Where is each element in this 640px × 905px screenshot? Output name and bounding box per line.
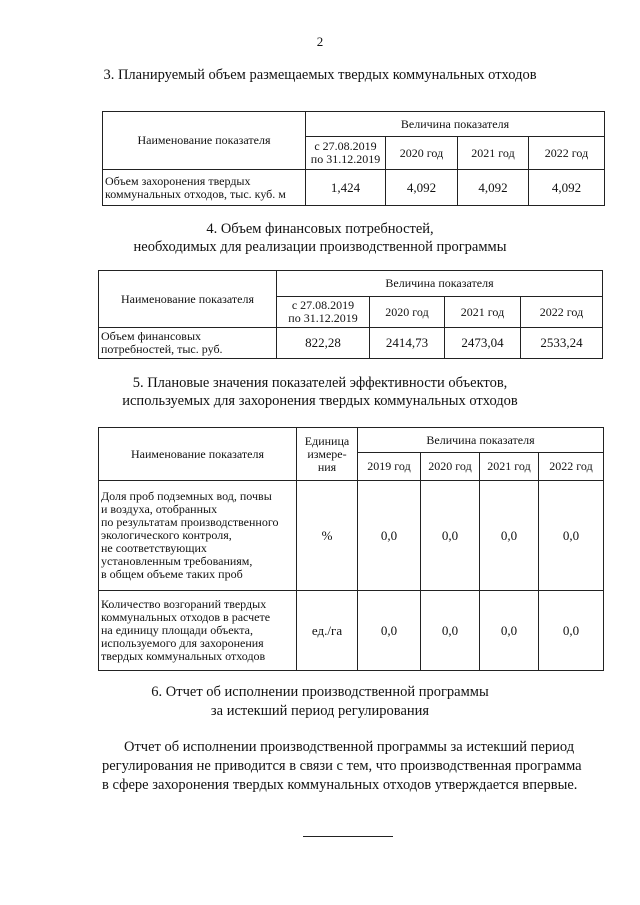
header-name-cell: Наименование показателя bbox=[103, 112, 306, 170]
row-label-line: не соответствующих bbox=[101, 541, 207, 555]
header-value-cell: Величина показателя bbox=[358, 428, 604, 453]
row-label-line: потребностей, тыс. руб. bbox=[101, 342, 223, 356]
value-cell: 4,092 bbox=[386, 170, 458, 206]
header-year-cell: 2021 год bbox=[458, 137, 529, 170]
value-cell: 0,0 bbox=[539, 591, 604, 671]
section-5-title-line-1: 5. Плановые значения показателей эффективности объектов, bbox=[132, 375, 508, 391]
paragraph-line: регулирования не приводится в связи с тем, что производственная программа bbox=[102, 758, 582, 774]
value-cell: 822,28 bbox=[277, 328, 370, 359]
value-cell: 0,0 bbox=[480, 481, 539, 591]
row-label-line: коммунальных отходов, тыс. куб. м bbox=[105, 186, 286, 201]
closing-rule bbox=[303, 836, 393, 837]
row-label-cell bbox=[99, 481, 297, 591]
value-cell: 0,0 bbox=[358, 591, 421, 671]
section-3-title: 3. Планируемый объем размещаемых твердых коммунальных отходов bbox=[103, 67, 537, 83]
section-6-title-line-1: 6. Отчет об исполнении производственной программы bbox=[151, 684, 489, 700]
unit-line: Единица bbox=[304, 433, 350, 448]
header-name-cell: Наименование показателя bbox=[99, 271, 277, 328]
value-cell: 0,0 bbox=[421, 591, 480, 671]
paragraph-line: Отчет об исполнении производственной программы за истекший период bbox=[124, 739, 575, 755]
row-label-line: в общем объеме таких проб bbox=[101, 567, 243, 581]
period-line: по 31.12.2019 bbox=[310, 152, 381, 166]
page-number: 2 bbox=[316, 34, 324, 49]
value-cell: 0,0 bbox=[539, 481, 604, 591]
period-line: с 27.08.2019 bbox=[314, 139, 377, 153]
section-3-table bbox=[102, 111, 605, 206]
unit-line: ния bbox=[317, 459, 337, 474]
value-cell: 2533,24 bbox=[521, 328, 603, 359]
header-year-cell: 2022 год bbox=[539, 453, 604, 481]
row-label-line: твердых коммунальных отходов bbox=[101, 649, 266, 663]
header-year-cell: 2021 год bbox=[445, 297, 521, 328]
value-cell: 1,424 bbox=[306, 170, 386, 206]
period-line: по 31.12.2019 bbox=[288, 311, 358, 325]
unit-line: измере- bbox=[307, 446, 347, 461]
value-cell: 2414,73 bbox=[370, 328, 445, 359]
header-year-cell: 2022 год bbox=[521, 297, 603, 328]
header-year-cell: 2020 год bbox=[421, 453, 480, 481]
unit-cell: % bbox=[297, 481, 358, 591]
value-cell: 0,0 bbox=[421, 481, 480, 591]
section-6-title-line-2: за истекший период регулирования bbox=[210, 703, 430, 719]
header-year-cell: 2021 год bbox=[480, 453, 539, 481]
header-value-cell: Величина показателя bbox=[277, 271, 603, 297]
period-line: с 27.08.2019 bbox=[291, 298, 355, 312]
unit-cell: ед./га bbox=[297, 591, 358, 671]
section-4-table bbox=[98, 270, 603, 359]
section-6-paragraph bbox=[102, 738, 598, 795]
row-label-cell bbox=[99, 328, 277, 359]
header-period-cell bbox=[277, 297, 370, 328]
value-cell: 4,092 bbox=[529, 170, 605, 206]
row-label-line: Доля проб подземных вод, почвы bbox=[101, 489, 272, 503]
header-year-cell: 2020 год bbox=[370, 297, 445, 328]
row-label-cell bbox=[99, 591, 297, 671]
value-cell: 0,0 bbox=[358, 481, 421, 591]
row-label-line: экологического контроля, bbox=[101, 528, 232, 542]
header-name-cell: Наименование показателя bbox=[99, 428, 297, 481]
header-period-cell bbox=[306, 137, 386, 170]
row-label-line: Объем захоронения твердых bbox=[105, 173, 251, 188]
section-5-table bbox=[98, 427, 604, 671]
header-year-cell: 2019 год bbox=[358, 453, 421, 481]
header-year-cell: 2020 год bbox=[386, 137, 458, 170]
section-5-title-line-2: используемых для захоронения твердых коммунальных отходов bbox=[122, 393, 518, 409]
section-4-title-line-2: необходимых для реализации производственной программы bbox=[133, 239, 507, 255]
value-cell: 2473,04 bbox=[445, 328, 521, 359]
row-label-line: по результатам производственного bbox=[101, 515, 279, 529]
value-cell: 4,092 bbox=[458, 170, 529, 206]
header-year-cell: 2022 год bbox=[529, 137, 605, 170]
row-label-line: установленным требованиям, bbox=[101, 554, 253, 568]
paragraph-line: в сфере захоронения твердых коммунальных отходов утверждается впервые. bbox=[102, 777, 578, 793]
row-label-line: Количество возгораний твердых bbox=[101, 597, 267, 611]
row-label-line: Объем финансовых bbox=[101, 329, 202, 343]
header-unit-cell bbox=[297, 428, 358, 481]
row-label-cell bbox=[103, 170, 306, 206]
value-cell: 0,0 bbox=[480, 591, 539, 671]
row-label-line: на единицу площади объекта, bbox=[101, 623, 253, 637]
row-label-line: коммунальных отходов в расчете bbox=[101, 610, 271, 624]
row-label-line: используемого для захоронения bbox=[101, 636, 264, 650]
section-4-title-line-1: 4. Объем финансовых потребностей, bbox=[206, 221, 434, 237]
header-value-cell: Величина показателя bbox=[306, 112, 605, 137]
row-label-line: и воздуха, отобранных bbox=[101, 502, 218, 516]
